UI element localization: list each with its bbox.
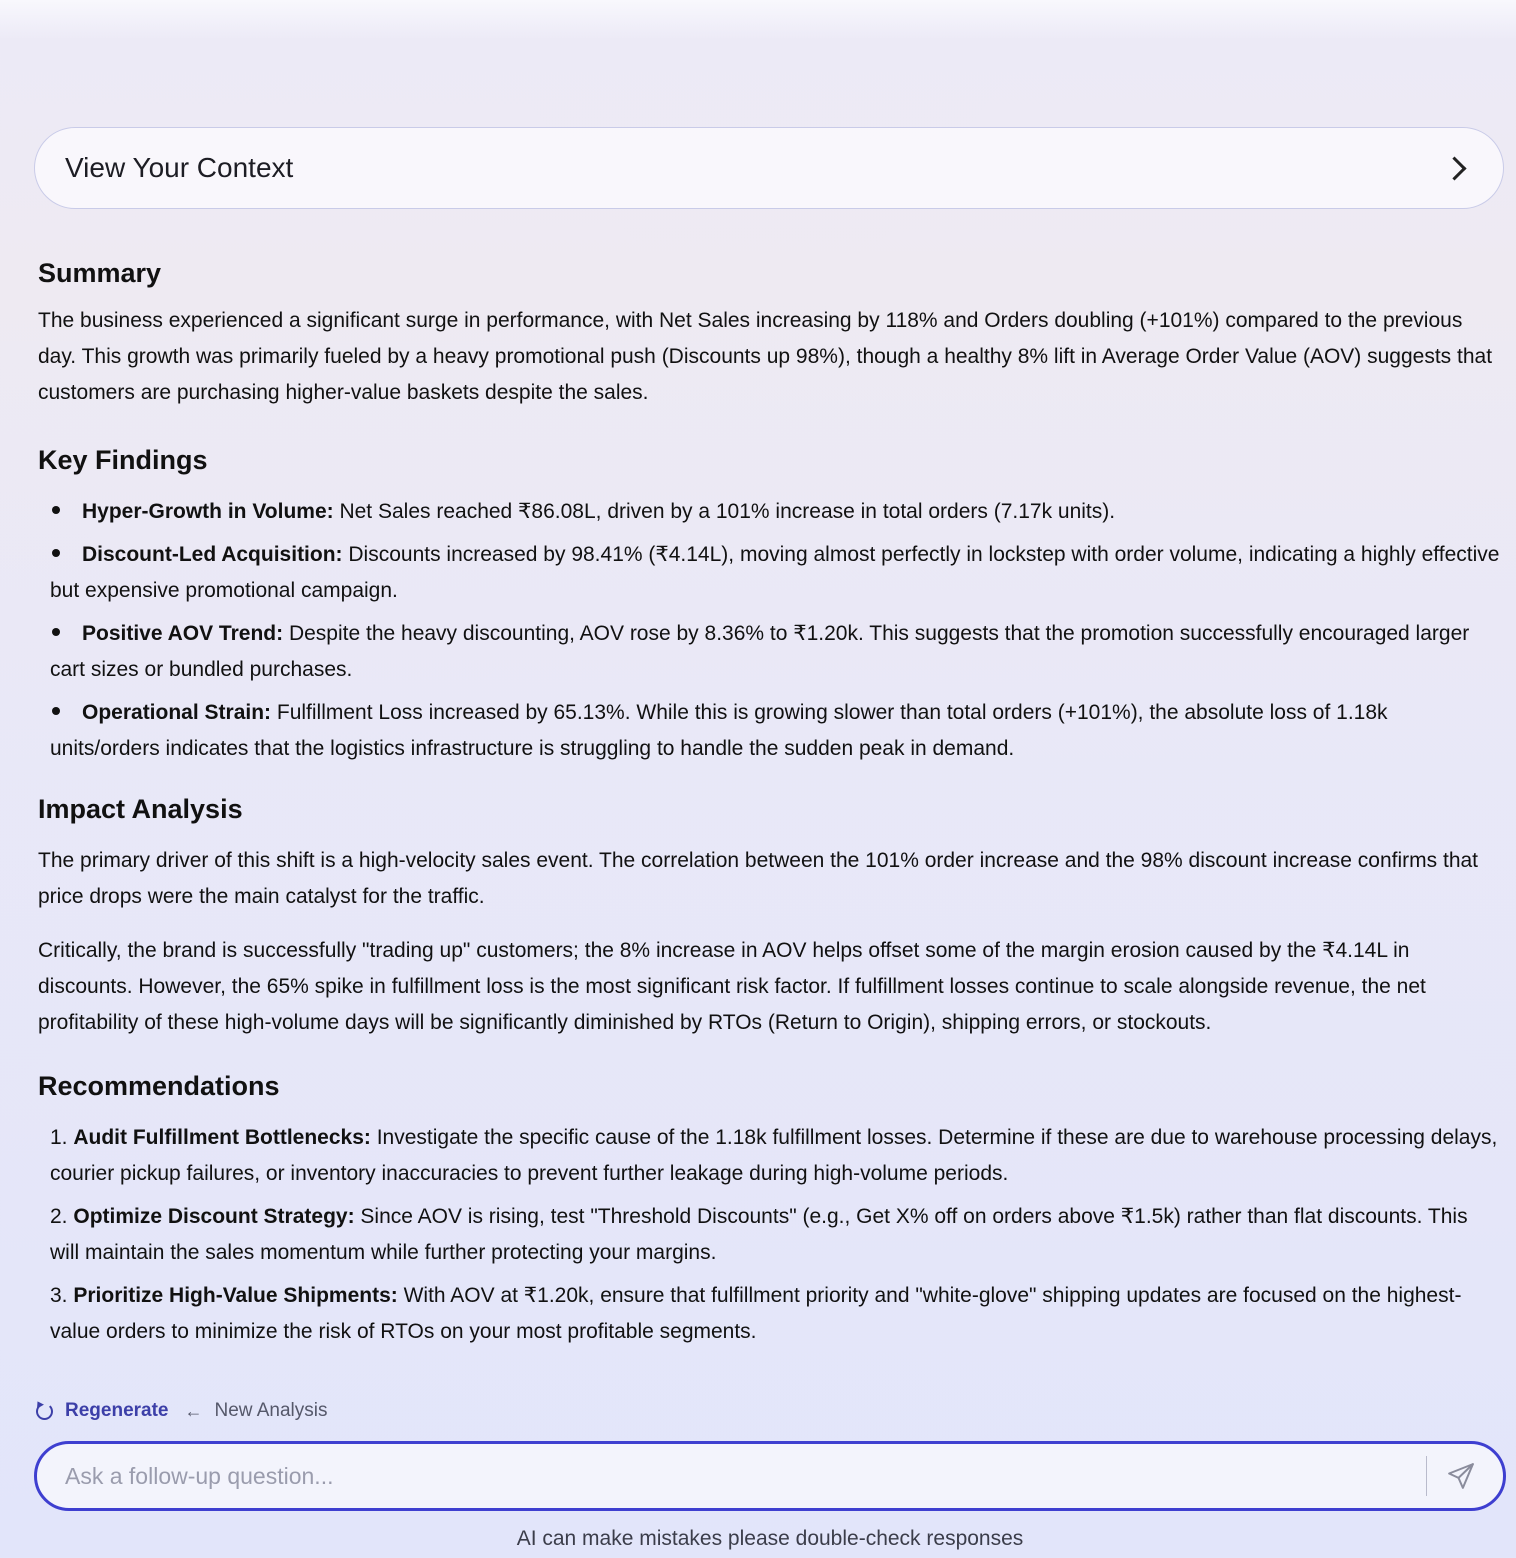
arrow-left-icon: ← (184, 1400, 203, 1421)
list-item (38, 1278, 1500, 1351)
key-findings-list (38, 494, 1500, 768)
finding-text: Net Sales reached ₹86.08L, driven by a 101% increase in total orders (7.17k units). (333, 500, 1116, 523)
rec-number: 2. (50, 1204, 68, 1228)
disclaimer-text: AI can make mistakes please double-check responses (516, 1527, 1024, 1550)
top-fade (0, 0, 1516, 40)
new-analysis-label: New Analysis (214, 1400, 328, 1421)
rec-title: Prioritize High-Value Shipments: (73, 1283, 398, 1307)
finding-text: Despite the heavy discounting, AOV rose by 8.36% to ₹1.20k. This suggests that the promotion successfully encouraged larger cart sizes or bundled purchases. (50, 621, 1470, 681)
finding-text: Discounts increased by 98.41% (₹4.14L), moving almost perfectly in lockstep with order volume, indicating a highly effective but expensive promotional campaign. (50, 542, 1500, 602)
regenerate-label: Regenerate (65, 1400, 169, 1421)
response-actions (36, 1400, 328, 1422)
list-item (38, 695, 1500, 768)
regenerate-button[interactable] (36, 1400, 169, 1422)
rec-number: 3. (50, 1283, 68, 1307)
list-item (38, 494, 1500, 531)
summary-heading: Summary (38, 258, 162, 288)
send-icon (1446, 1461, 1476, 1491)
rec-number: 1. (50, 1125, 68, 1149)
recommendations-heading: Recommendations (38, 1070, 280, 1101)
finding-title: Positive AOV Trend: (82, 621, 284, 645)
bullet-icon (52, 549, 60, 557)
finding-title: Hyper-Growth in Volume: (82, 500, 334, 523)
rec-text: Investigate the specific cause of the 1.18k fulfillment losses. Determine if these are due to warehouse processing delays, courier pickup failures, or inventory inaccuracies to prevent further leakage during high-volume periods. (50, 1125, 1498, 1185)
refresh-icon (36, 1403, 53, 1420)
summary-section (38, 258, 1500, 411)
analysis-content (38, 258, 1500, 1357)
key-findings-heading: Key Findings (38, 445, 208, 475)
bullet-icon (52, 506, 60, 514)
view-context-button[interactable] (34, 127, 1504, 209)
recommendations-list (38, 1120, 1500, 1351)
list-item (38, 537, 1500, 610)
impact-analysis-heading: Impact Analysis (38, 793, 243, 824)
finding-title: Discount-Led Acquisition: (82, 542, 343, 566)
impact-paragraph: Critically, the brand is successfully "trading up" customers; the 8% increase in AOV helps offset some of the margin erosion caused by the ₹4.14L in discounts. However, the 65% spike in fulfillment loss is the most significant risk factor. If fulfillment losses continue to scale alongside revenue, the net profitability of these high-volume days will be significantly diminished by RTOs (Return to Origin), shipping errors, or stockouts. (38, 938, 1426, 1034)
finding-title: Operational Strain: (82, 700, 272, 724)
bullet-icon (52, 707, 60, 715)
send-button[interactable] (1445, 1460, 1477, 1492)
bullet-icon (52, 628, 60, 636)
rec-title: Audit Fulfillment Bottlenecks: (73, 1125, 371, 1149)
follow-up-input[interactable] (63, 1462, 1426, 1491)
rec-text: With AOV at ₹1.20k, ensure that fulfillment priority and "white-glove" shipping updates are focused on the highest-value orders to minimize the risk of RTOs on your most profitable segments. (50, 1283, 1462, 1343)
input-divider (1426, 1456, 1427, 1496)
finding-text: Fulfillment Loss increased by 65.13%. While this is growing slower than total orders (+101%), the absolute loss of 1.18k units/orders indicates that the logistics infrastructure is struggling to handle the sudden peak in demand. (50, 700, 1388, 760)
new-analysis-button[interactable] (185, 1400, 328, 1422)
summary-text: The business experienced a significant surge in performance, with Net Sales increasing by 118% and Orders doubling (+101%) compared to the previous day. This growth was primarily fueled by a heavy promotional push (Discounts up 98%), though a healthy 8% lift in Average Order Value (AOV) suggests that customers are purchasing higher-value baskets despite the sales. (38, 309, 1493, 404)
rec-title: Optimize Discount Strategy: (73, 1204, 355, 1228)
list-item (38, 1120, 1500, 1193)
list-item (38, 616, 1500, 689)
list-item (38, 1199, 1500, 1272)
impact-paragraph: The primary driver of this shift is a high-velocity sales event. The correlation between the 101% order increase and the 98% discount increase confirms that price drops were the main catalyst for the traffic. (38, 848, 1479, 908)
follow-up-input-container (34, 1441, 1506, 1511)
view-context-label: View Your Context (65, 152, 294, 183)
rec-text: Since AOV is rising, test "Threshold Discounts" (e.g., Get X% off on orders above ₹1.5k) rather than flat discounts. This will maintain the sales momentum while further protecting your margins. (50, 1204, 1468, 1264)
chevron-right-icon (1442, 156, 1466, 180)
